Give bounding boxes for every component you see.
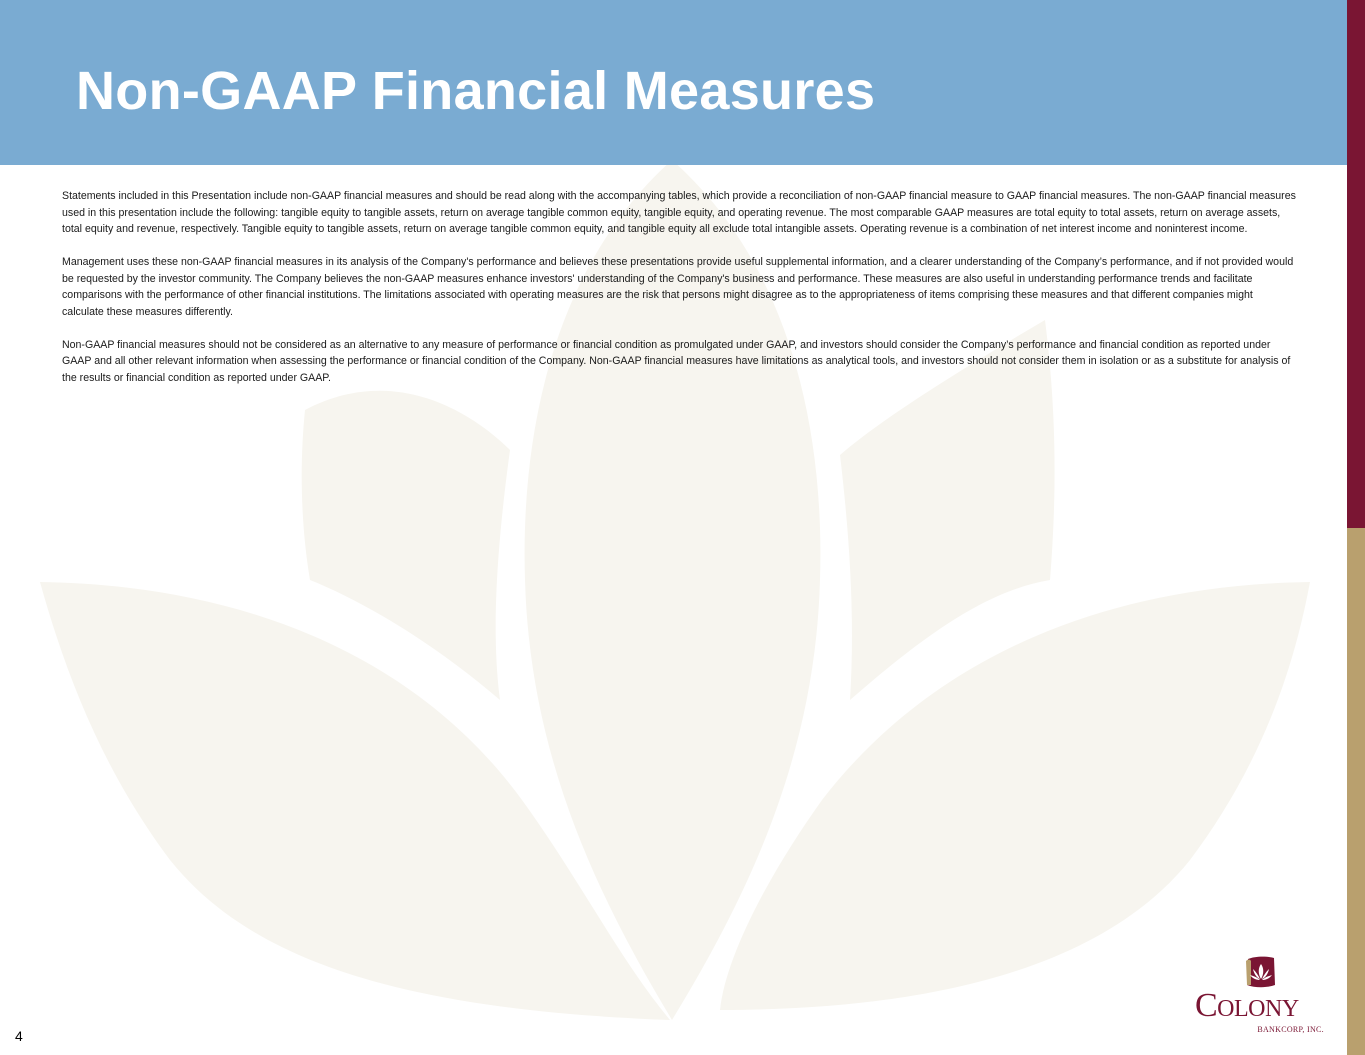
paragraph-intro: Statements included in this Presentation include non-GAAP financial measures and should be read along with the accompanying tables, which provide a reconciliation of non-GAAP financial measure to GAAP financial measures. The non-GAAP financial measures used in this presentation include the following: tangible equity to tangible assets, return on average tangible common equity, tangible equity, and operating revenue. The most comparable GAAP measures are total equity to total assets, return on average assets, total equity and revenue, respectively. Tangible equity to tangible assets, return on average tangible common equity, and tangible equity all exclude total intangible assets. Operating revenue is a combination of net interest income and noninterest income. <box>62 190 1296 235</box>
body-text <box>62 188 1297 403</box>
logo-subtitle: BANKCORP, INC. <box>1257 1025 1324 1034</box>
page-number: 4 <box>15 1028 23 1044</box>
side-accent-gold <box>1347 528 1365 1055</box>
page-title: Non-GAAP Financial Measures <box>76 61 876 121</box>
lotus-emblem-icon <box>1245 955 1277 989</box>
side-accent-maroon <box>1347 0 1365 528</box>
company-logo <box>1190 955 1330 1040</box>
paragraph-limitations: Non-GAAP financial measures should not be considered as an alternative to any measure of performance or financial condition as promulgated under GAAP, and investors should consider the Company’s performance and financial condition as reported under GAAP and all other relevant information when assessing the performance or financial condition of the Company. Non-GAAP financial measures have limitations as analytical tools, and investors should not consider them in isolation or as a substitute for analysis of the results or financial condition as reported under GAAP. <box>62 338 1291 384</box>
logo-name: Colony <box>1195 987 1299 1024</box>
title-banner <box>0 0 1347 165</box>
paragraph-management-use: Management uses these non-GAAP financial measures in its analysis of the Company's performance and believes these presentations provide useful supplemental information, and a clearer understanding of the Company’s performance, and if not provided would be requested by the investor community. The Company believes the non-GAAP measures enhance investors' understanding of the Company's business and performance. These measures are also useful in understanding performance trends and facilitate comparisons with the performance of other financial institutions. The limitations associated with operating measures are the risk that persons might disagree as to the appropriateness of items comprising these measures and that different companies might calculate these measures differently. <box>62 256 1294 318</box>
